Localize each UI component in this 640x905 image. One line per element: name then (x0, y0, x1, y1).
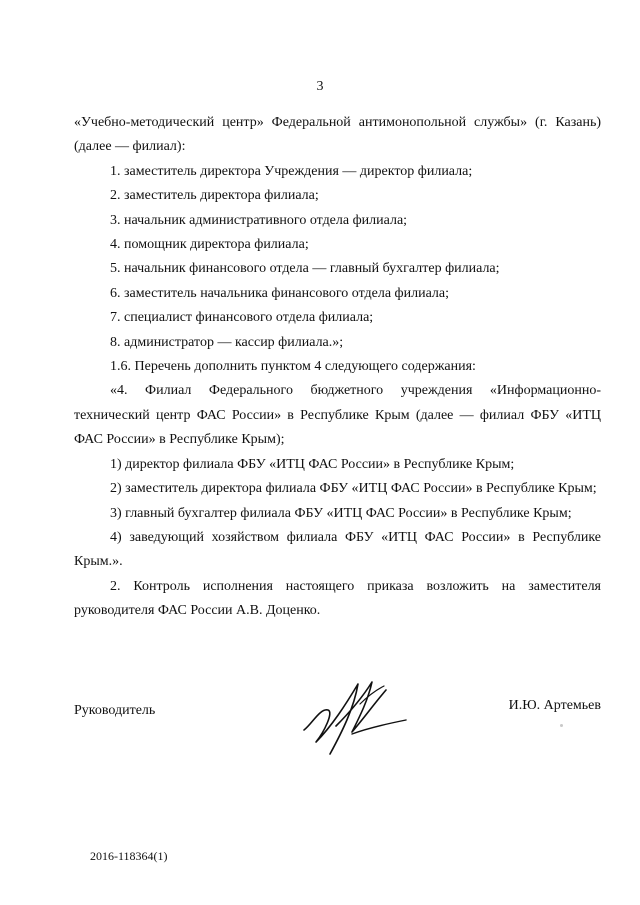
list-item: 6. заместитель начальника финансового отдела филиала; (110, 285, 450, 301)
list-item: 4) заведующий хозяйством филиала ФБУ «ИТЦ ФАС России» в Республике Крым.». (74, 529, 601, 570)
list-item: 7. специалист финансового отдела филиала; (110, 310, 374, 326)
paragraph-branch: «4. Филиал Федерального бюджетного учреждения «Информационно-технический центр ФАС России» в Республике Крым (далее — филиал ФБУ «ИТЦ ФАС России» в Республике Крым); (74, 383, 601, 448)
paragraph-intro: «Учебно-методический центр» Федеральной антимонопольной службы» (г. Казань) (далее — филиал): (74, 115, 601, 155)
document-registration-number: 2016-118364(1) (90, 849, 168, 863)
scan-dot (560, 724, 563, 727)
paragraph-amendment: 1.6. Перечень дополнить пунктом 4 следующего содержания: (110, 359, 476, 375)
list-item: 5. начальник финансового отдела — главный бухгалтер филиала; (110, 261, 500, 277)
page-number: 3 (316, 79, 324, 94)
signatory-name: И.Ю. Артемьев (508, 698, 601, 713)
signature-block (74, 700, 601, 770)
document-body (74, 111, 601, 624)
handwritten-signature-icon (302, 674, 417, 762)
list-item: 4. помощник директора филиала; (110, 237, 309, 253)
list-item: 2) заместитель директора филиала ФБУ «ИТЦ ФАС России» в Республике Крым; (110, 481, 597, 497)
list-item: 2. заместитель директора филиала; (110, 188, 319, 204)
list-item: 3) главный бухгалтер филиала ФБУ «ИТЦ ФАС России» в Республике Крым; (110, 505, 572, 521)
signatory-position: Руководитель (74, 703, 156, 718)
list-item: 8. администратор — кассир филиала.»; (110, 334, 344, 350)
paragraph-control: 2. Контроль исполнения настоящего приказа возложить на заместителя руководителя ФАС России А.В. Доценко. (74, 578, 601, 619)
list-item: 1) директор филиала ФБУ «ИТЦ ФАС России» в Республике Крым; (110, 456, 515, 472)
list-item: 3. начальник административного отдела филиала; (110, 212, 408, 228)
list-item: 1. заместитель директора Учреждения — директор филиала; (110, 163, 473, 179)
